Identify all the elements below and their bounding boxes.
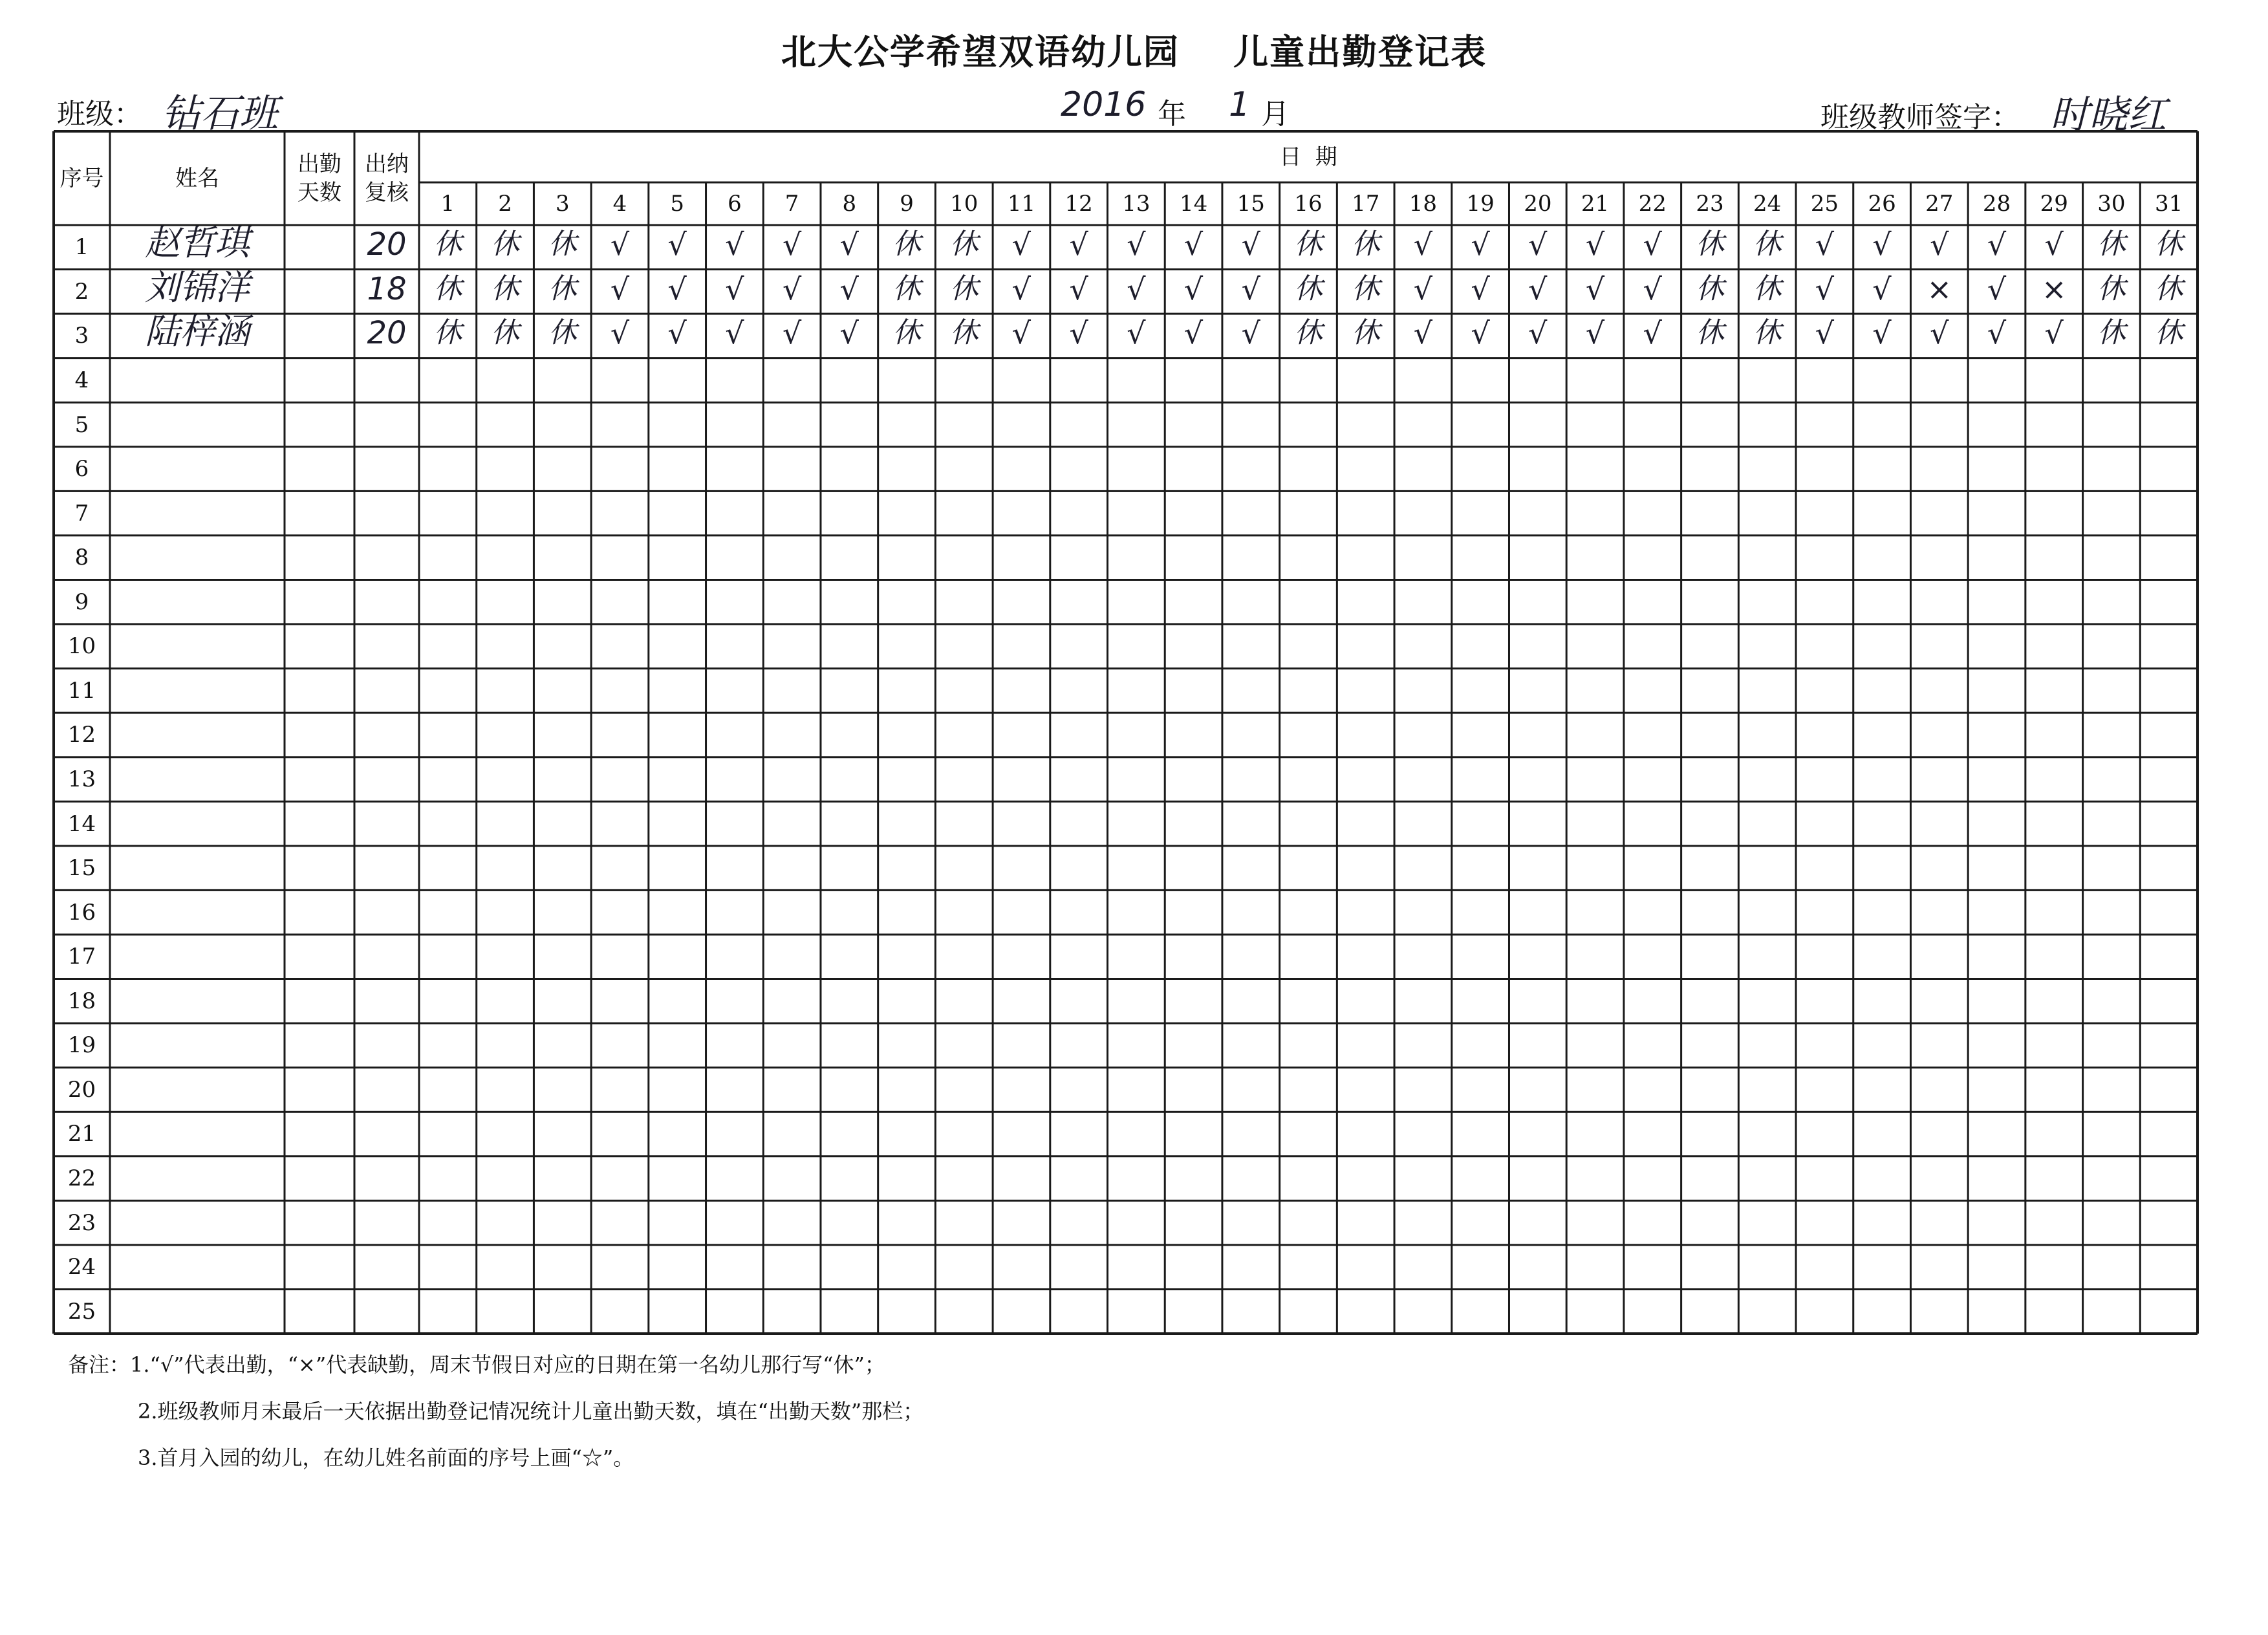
header-day-21: 21 <box>1581 191 1610 217</box>
attendance-mark: 休 <box>2097 272 2126 305</box>
attendance-mark: √ <box>725 227 744 263</box>
attendance-mark: 休 <box>548 272 577 305</box>
header-seq: 序号 <box>59 165 104 191</box>
header-day-16: 16 <box>1294 191 1323 217</box>
attendance-mark: √ <box>667 227 687 263</box>
row-seq: 6 <box>74 456 89 482</box>
header-day-27: 27 <box>1925 191 1954 217</box>
row-seq: 17 <box>67 944 96 970</box>
row-seq: 7 <box>74 500 89 526</box>
class-value-handwritten: 钻石班 <box>162 91 278 136</box>
row-seq: 18 <box>67 988 96 1014</box>
attendance-mark: 休 <box>949 316 978 350</box>
attendance-mark: 休 <box>1351 316 1380 350</box>
attendance-mark: √ <box>1585 316 1605 351</box>
row-seq: 10 <box>67 633 96 660</box>
header-day-28: 28 <box>1982 191 2011 217</box>
row-seq: 19 <box>67 1032 96 1059</box>
attendance-mark: √ <box>2044 227 2064 263</box>
attendance-mark: 休 <box>1293 272 1323 305</box>
header-day-20: 20 <box>1524 191 1552 217</box>
header-day-7: 7 <box>784 191 799 217</box>
row-seq: 2 <box>74 278 89 305</box>
attendance-mark: √ <box>1815 227 1835 263</box>
attendance-mark: 休 <box>548 228 577 261</box>
attendance-mark: √ <box>1930 316 1949 351</box>
row-seq: 21 <box>67 1121 96 1147</box>
attendance-mark: 休 <box>2154 272 2183 305</box>
attendance-mark: 休 <box>892 228 922 261</box>
attendance-mark: √ <box>782 271 802 307</box>
row-seq: 8 <box>74 545 89 571</box>
attendance-mark: √ <box>1528 316 1548 351</box>
attendance-mark: 休 <box>2154 316 2183 350</box>
attendance-mark: 休 <box>949 272 978 305</box>
attendance-mark: 休 <box>1293 316 1323 350</box>
attendance-mark: √ <box>1127 227 1146 263</box>
attendance-mark: √ <box>1127 271 1146 307</box>
row-child-name: 刘锦洋 <box>145 266 250 308</box>
header-day-23: 23 <box>1696 191 1724 217</box>
row-seq: 4 <box>74 367 89 393</box>
class-label: 班级： <box>57 98 142 131</box>
attendance-mark: √ <box>1241 316 1260 351</box>
attendance-mark: √ <box>1069 316 1088 351</box>
row-seq: 15 <box>67 855 96 882</box>
header-name: 姓名 <box>175 165 219 191</box>
attendance-mark: 休 <box>892 272 922 305</box>
row-seq: 14 <box>67 810 96 837</box>
header-day-5: 5 <box>670 191 684 217</box>
attendance-mark: √ <box>1528 227 1548 263</box>
header-day-15: 15 <box>1237 191 1265 217</box>
attendance-mark: 休 <box>491 316 520 350</box>
header-day-9: 9 <box>900 191 914 217</box>
attendance-mark: 休 <box>2097 316 2126 350</box>
row-seq: 5 <box>74 411 89 438</box>
attendance-mark: 休 <box>1753 272 1782 305</box>
attendance-mark: √ <box>1643 227 1662 263</box>
row-seq: 13 <box>67 766 96 792</box>
year-value-handwritten: 2016 <box>1061 85 1147 124</box>
attendance-mark: √ <box>1815 271 1835 307</box>
row-cashier-check: 20 <box>367 226 407 263</box>
header-day-6: 6 <box>728 191 742 217</box>
row-seq: 22 <box>67 1165 96 1192</box>
attendance-mark: √ <box>1069 227 1088 263</box>
attendance-mark: √ <box>1643 316 1662 351</box>
row-seq: 25 <box>67 1298 96 1325</box>
attendance-mark: √ <box>1413 271 1433 307</box>
attendance-mark: √ <box>610 316 630 351</box>
row-child-name: 赵哲琪 <box>145 222 250 264</box>
header-day-24: 24 <box>1753 191 1782 217</box>
row-seq: 24 <box>67 1254 96 1281</box>
month-label: 月 <box>1261 98 1290 131</box>
attendance-mark: √ <box>610 271 630 307</box>
attendance-mark: √ <box>1815 316 1835 351</box>
row-cashier-check: 20 <box>367 315 407 352</box>
attendance-mark: √ <box>1183 271 1204 307</box>
attendance-mark: √ <box>839 227 859 263</box>
header-day-22: 22 <box>1638 191 1667 217</box>
attendance-mark: √ <box>1413 316 1433 351</box>
attendance-mark: 休 <box>1753 316 1782 350</box>
header-day-19: 19 <box>1466 191 1495 217</box>
attendance-mark: √ <box>1872 316 1892 351</box>
attendance-mark: 休 <box>548 316 577 350</box>
row-seq: 3 <box>74 323 89 349</box>
attendance-mark: 休 <box>433 316 462 350</box>
attendance-mark: √ <box>1069 271 1088 307</box>
attendance-mark: √ <box>1930 227 1949 263</box>
row-seq: 11 <box>67 677 96 704</box>
header-day-2: 2 <box>498 191 512 217</box>
attendance-mark: × <box>2041 271 2067 307</box>
attendance-mark: 休 <box>433 228 462 261</box>
attendance-mark: √ <box>1183 227 1204 263</box>
header-day-1: 1 <box>440 191 455 217</box>
header-day-30: 30 <box>2097 191 2126 217</box>
attendance-mark: √ <box>2044 316 2064 351</box>
header-day-14: 14 <box>1179 191 1208 217</box>
attendance-mark: √ <box>1241 227 1260 263</box>
teacher-sign-label: 班级教师签字： <box>1820 101 2020 134</box>
note-line-2: 2.班级教师月末最后一天依据出勤登记情况统计儿童出勤天数，填在“出勤天数”那栏； <box>138 1399 924 1424</box>
attendance-mark: √ <box>839 316 859 351</box>
attendance-mark: 休 <box>491 272 520 305</box>
attendance-mark: 休 <box>491 228 520 261</box>
attendance-mark: √ <box>1471 271 1490 307</box>
attendance-mark: 休 <box>892 316 922 350</box>
header-day-10: 10 <box>950 191 978 217</box>
attendance-mark: 休 <box>1293 228 1323 261</box>
row-seq: 1 <box>74 234 89 261</box>
attendance-mark: √ <box>1987 271 2007 307</box>
attendance-mark: 休 <box>433 272 462 305</box>
attendance-mark: √ <box>1127 316 1146 351</box>
attendance-mark: √ <box>1413 227 1433 263</box>
attendance-mark: √ <box>782 316 802 351</box>
attendance-mark: 休 <box>2097 228 2126 261</box>
attendance-mark: × <box>1927 271 1952 307</box>
attendance-mark: √ <box>1011 271 1031 307</box>
attendance-mark: √ <box>610 227 630 263</box>
row-seq: 12 <box>67 722 96 748</box>
attendance-mark: √ <box>1987 316 2007 351</box>
attendance-mark: √ <box>1471 227 1490 263</box>
row-seq: 16 <box>67 899 96 926</box>
header-day-12: 12 <box>1064 191 1093 217</box>
month-value-handwritten: 1 <box>1229 85 1251 124</box>
row-seq: 9 <box>74 589 89 615</box>
attendance-mark: √ <box>1471 316 1490 351</box>
note-line-1: 备注：1.“√”代表出勤，“×”代表缺勤，周末节假日对应的日期在第一名幼儿那行写“休”； <box>68 1352 885 1377</box>
row-cashier-check: 18 <box>367 270 407 307</box>
attendance-mark: 休 <box>1695 228 1724 261</box>
year-label: 年 <box>1158 98 1186 131</box>
attendance-mark: √ <box>839 271 859 307</box>
attendance-mark: 休 <box>1695 272 1724 305</box>
attendance-mark: √ <box>725 271 744 307</box>
header-cashier-check: 出纳 复核 <box>365 151 409 206</box>
attendance-mark: √ <box>667 271 687 307</box>
attendance-mark: √ <box>1183 316 1204 351</box>
attendance-mark: √ <box>1528 271 1548 307</box>
form-title: 北大公学希望双语幼儿园 儿童出勤登记表 <box>781 32 1487 72</box>
attendance-mark: √ <box>1585 271 1605 307</box>
header-day-26: 26 <box>1868 191 1896 217</box>
attendance-mark: √ <box>1011 316 1031 351</box>
attendance-mark: 休 <box>1753 228 1782 261</box>
header-attendance-days: 出勤 天数 <box>297 151 341 206</box>
attendance-mark: √ <box>1872 271 1892 307</box>
header-date: 日 期 <box>1279 144 1337 170</box>
attendance-mark: 休 <box>1351 272 1380 305</box>
header-day-8: 8 <box>842 191 857 217</box>
row-seq: 23 <box>67 1209 96 1236</box>
note-line-3: 3.首月入园的幼儿，在幼儿姓名前面的序号上画“☆”。 <box>138 1446 634 1470</box>
row-seq: 20 <box>67 1076 96 1103</box>
attendance-mark: 休 <box>1695 316 1724 350</box>
attendance-mark: 休 <box>949 228 978 261</box>
row-child-name: 陆梓涵 <box>145 311 250 352</box>
attendance-mark: √ <box>667 316 687 351</box>
header-day-11: 11 <box>1007 191 1036 217</box>
attendance-mark: 休 <box>1351 228 1380 261</box>
header-day-18: 18 <box>1409 191 1438 217</box>
header-day-3: 3 <box>555 191 570 217</box>
header-day-4: 4 <box>612 191 627 217</box>
header-day-17: 17 <box>1352 191 1380 217</box>
attendance-mark: √ <box>1987 227 2007 263</box>
attendance-mark: 休 <box>2154 228 2183 261</box>
attendance-mark: √ <box>1241 271 1260 307</box>
header-day-25: 25 <box>1810 191 1839 217</box>
attendance-mark: √ <box>1585 227 1605 263</box>
attendance-mark: √ <box>725 316 744 351</box>
header-day-31: 31 <box>2155 191 2183 217</box>
attendance-mark: √ <box>1872 227 1892 263</box>
teacher-signature: 时晓红 <box>2050 92 2166 138</box>
attendance-mark: √ <box>1011 227 1031 263</box>
attendance-mark: √ <box>782 227 802 263</box>
attendance-mark: √ <box>1643 271 1662 307</box>
header-day-13: 13 <box>1122 191 1150 217</box>
header-day-29: 29 <box>2040 191 2068 217</box>
